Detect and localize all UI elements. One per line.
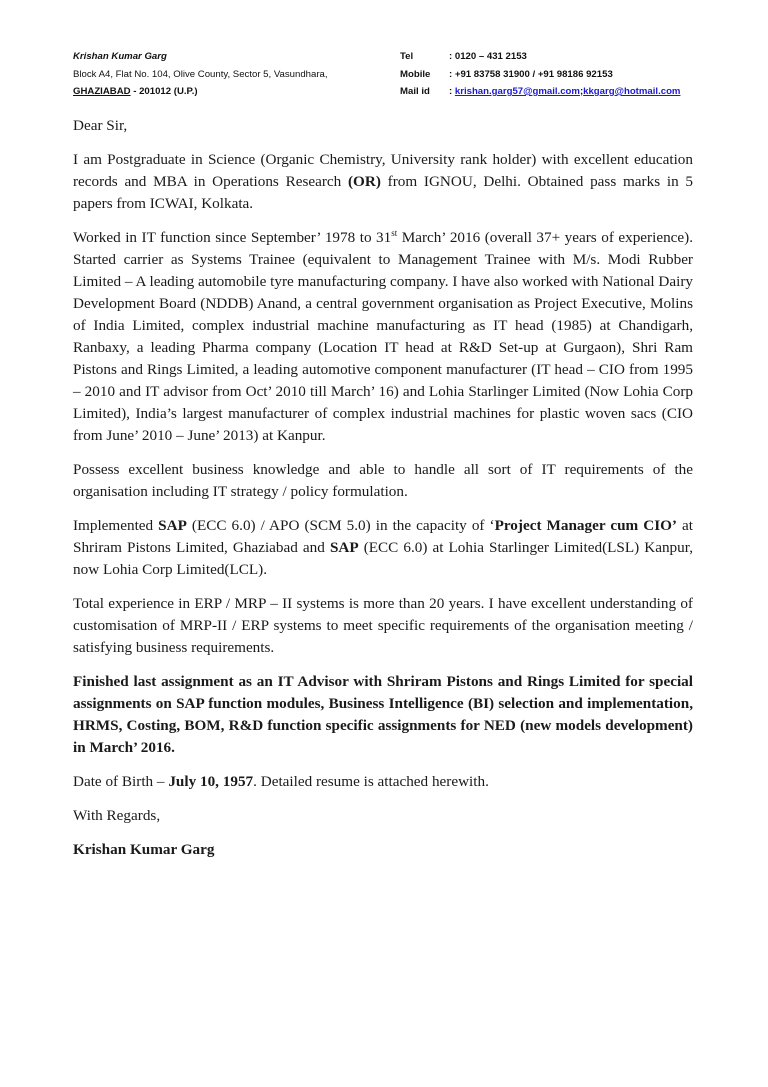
sender-pincode: - 201012 (U.P.) [130,86,198,97]
mail-separator: ; [579,86,584,97]
mobile-label: Mobile [400,68,431,80]
text-run: (ECC 6.0) / APO (SCM 5.0) in the capacity of ‘ [186,517,495,534]
paragraph-experience [73,227,693,447]
paragraph-last-assignment: Finished last assignment as an IT Advisor with Shriram Pistons and Rings Limited for special assignments on SAP function modules, Business Intelligence (BI) selection and implementation, HRMS, Costing, BOM, R&D function specific assignments for NED (new models development) in March’ 2016. [73,673,693,756]
sender-city-line [73,83,393,101]
tel-value: : 0120 – 431 2153 [449,51,527,62]
text-run: at Shriram Pistons Limited, Ghaziabad and [73,517,693,556]
letter-body [73,115,693,861]
text-run: March’ 2016 (overall 37+ years of experience). Started carrier as Systems Trainee (equivalent to Management Trainee with M/s. Modi Rubber Limited – A leading automobile tyre manufacturing company. I have also worked with National Dairy Development Board (NDDB) Anand, a central government organisation as Project Executive, Molins of India Limited, complex industrial machine manufacturing as IT head (1985) at Chandigarh, Ranbaxy, a leading Pharma company (Location IT head at R&D Set-up at Gurgaon), Shri Ram Pistons and Rings Limited, a leading automotive component manufacturer (IT head – CIO from 1995 – 2010 and IT advisor from Oct’ 2010 till March’ 16) and Lohia Starlinger Limited (Now Lohia Corp Limited), India’s largest manufacturer of complex industrial machines for plastic woven sacs (CIO from June’ 2010 – June’ 2013) at Kanpur. [73,229,693,444]
sender-name: Krishan Kumar Garg [73,51,167,62]
text-run: (ECC 6.0) at Lohia Starlinger Limited(LSL) Kanpur, now Lohia Corp Limited(LCL). [73,539,693,578]
superscript: st [391,228,398,238]
bold-run: (OR) [347,173,381,190]
bold-run: SAP [158,517,187,534]
email-link-primary[interactable]: krishan.garg57@gmail.com [454,86,580,97]
signature-name: Krishan Kumar Garg [73,841,215,858]
sender-address-block [73,48,393,101]
bold-run: July 10, 1957 [168,773,254,790]
sender-city: GHAZIABAD [73,86,131,97]
text-run: I am Postgraduate in Science (Organic Chemistry, University rank holder) with excellent education records and MBA in Operations Research [73,151,693,190]
bold-run: SAP [329,539,359,556]
sender-address: Block A4, Flat No. 104, Olive County, Sector 5, Vasundhara, [73,68,328,80]
email-link-secondary[interactable]: kkgarg@hotmail.com [583,86,681,97]
paragraph-education [73,149,693,215]
salutation: Dear Sir, [73,117,128,134]
text-run: Date of Birth – [73,773,169,790]
paragraph-erp-experience: Total experience in ERP / MRP – II systems is more than 20 years. I have excellent understanding of customisation of MRP-II / ERP systems to meet specific requirements of the organisation meeting / satisfying business requirements. [73,595,693,656]
mail-row [400,83,710,101]
mobile-row [400,66,710,84]
tel-row [400,48,710,66]
paragraph-date-of-birth [73,771,693,793]
tel-label: Tel [400,51,414,62]
text-run: Implemented [73,517,159,534]
mail-label: Mail id [400,86,430,97]
paragraph-sap-implementation [73,515,693,581]
paragraph-business-knowledge: Possess excellent business knowledge and able to handle all sort of IT requirements of the organisation including IT strategy / policy formulation. [73,461,693,500]
mail-prefix: : [449,86,455,97]
text-run: Worked in IT function since September’ 1978 to 31 [73,229,392,246]
text-run: from IGNOU, Delhi. Obtained pass marks in 5 papers from ICWAI, Kolkata. [73,173,693,212]
closing: With Regards, [73,807,161,824]
bold-run: Project Manager cum CIO’ [494,517,677,534]
text-run: . Detailed resume is attached herewith. [253,773,489,790]
mobile-value: : +91 83758 31900 / +91 98186 92153 [449,68,613,80]
contact-block [400,48,710,101]
